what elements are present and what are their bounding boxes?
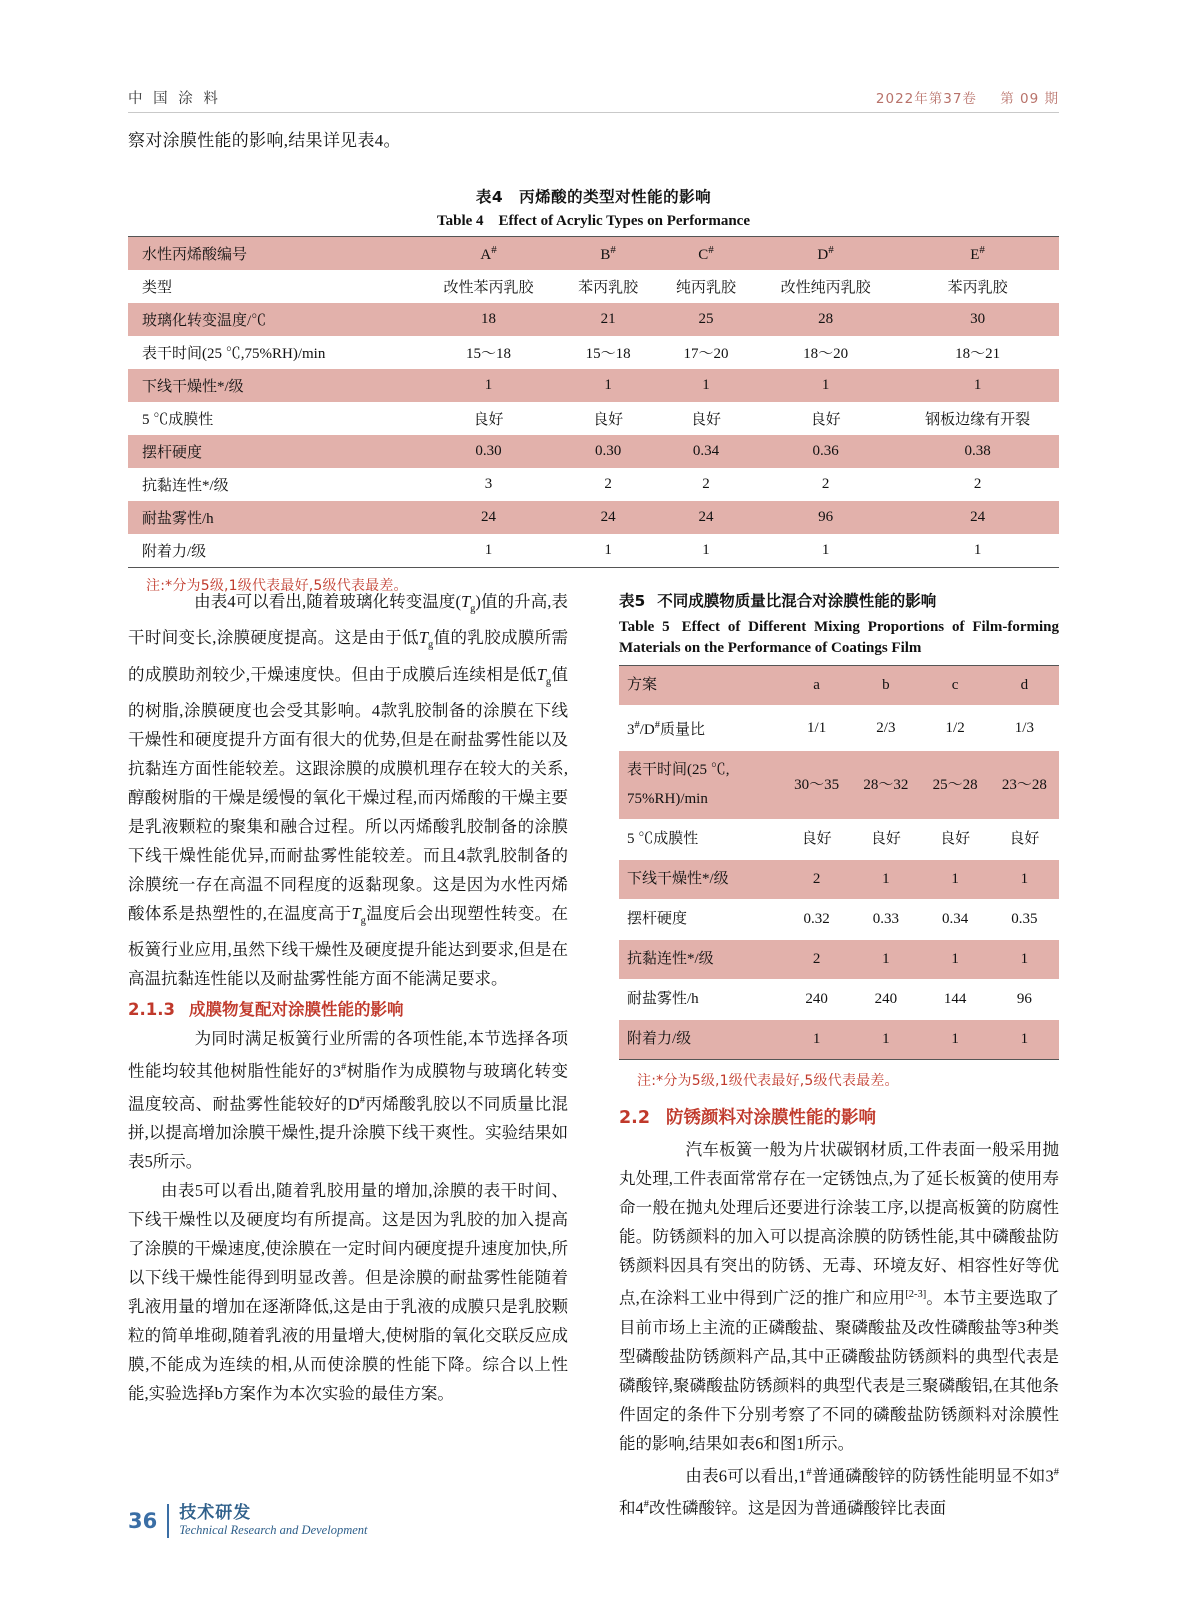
cell: 良好 — [782, 820, 851, 860]
cell: 1 — [559, 534, 657, 568]
cell: 0.34 — [657, 435, 755, 468]
table-row — [619, 706, 1059, 751]
row-label: 抗黏连性*/级 — [619, 940, 782, 980]
cell: 0.38 — [896, 435, 1059, 468]
row-label: 表干时间(25 ℃, 75%RH)/min — [619, 751, 782, 820]
row-label: 下线干燥性*/级 — [619, 860, 782, 900]
table4-title-cn: 表4 丙烯酸的类型对性能的影响 — [475, 188, 712, 206]
row-label: 耐盐雾性/h — [128, 501, 418, 534]
cell: 2 — [782, 860, 851, 900]
cell: 1 — [657, 369, 755, 402]
cell: 24 — [896, 501, 1059, 534]
cell: 良好 — [921, 820, 990, 860]
cell: 1 — [755, 369, 896, 402]
cell: 18 — [418, 303, 559, 336]
table-row — [128, 402, 1059, 435]
paragraph: 汽车板簧一般为片状碳钢材质,工件表面一般采用抛丸处理,工件表面常常存在一定锈蚀点,为了延长板簧的使用寿命一般在抛丸处理后还要进行涂装工序,以提高板簧的防腐性能。防锈颜料的加入可以提高涂膜的防锈性能,其中磷酸盐防锈颜料因具有突出的防锈、无毒、环境友好、相容性好等优点,在涂料工业中得到广泛的推广和应用[2-3]。本节主要选取了目前市场上主流的正磷酸盐、聚磷酸盐及改性磷酸盐等3种类型磷酸盐防锈颜料产品,其中正磷酸盐防锈颜料的典型代表是磷酸锌,聚磷酸盐防锈颜料的典型代表是三聚磷酸铝,在其他条件固定的条件下分别考察了不同的磷酸盐防锈颜料对涂膜性能的影响,结果如表6和图1所示。 — [619, 1140, 1060, 1453]
row-label: 5 ℃成膜性 — [128, 402, 418, 435]
cell: 2 — [896, 468, 1059, 501]
section-number: 2.2 — [619, 1108, 651, 1128]
cell: 24 — [418, 501, 559, 534]
cell: 15～18 — [559, 336, 657, 369]
table-row — [619, 940, 1059, 980]
footer-divider — [167, 1504, 169, 1538]
paragraph: 由表6可以看出,1#普通磷酸锌的防锈性能明显不如3#和4#改性磷酸锌。这是因为普通磷酸锌比表面 — [619, 1466, 1060, 1518]
cell: 1 — [418, 369, 559, 402]
table-row-header — [128, 237, 1059, 271]
table5-title-cn-text: 不同成膜物质量比混合对涂膜性能的影响 — [657, 592, 937, 610]
cell: 240 — [782, 980, 851, 1020]
table4 — [128, 236, 1059, 568]
cell: 良好 — [418, 402, 559, 435]
cell: 96 — [990, 980, 1059, 1020]
cell: 25～28 — [921, 751, 990, 820]
cell: 苯丙乳胶 — [896, 270, 1059, 303]
cell: 1/2 — [921, 706, 990, 751]
cell: 2 — [657, 468, 755, 501]
cell: 0.36 — [755, 435, 896, 468]
cell: 1 — [559, 369, 657, 402]
table-row — [128, 336, 1059, 369]
cell: 96 — [755, 501, 896, 534]
intro-text: 察对涂膜性能的影响,结果详见表4。 — [128, 131, 401, 150]
cell: 1 — [921, 1020, 990, 1060]
cell: 1 — [782, 1020, 851, 1060]
table5-label-en: Table 5 — [619, 619, 670, 635]
table4-col-4: D# — [755, 237, 896, 271]
cell: 良好 — [851, 820, 920, 860]
page-number: 36 — [128, 1509, 158, 1533]
cell: 21 — [559, 303, 657, 336]
row-label: 类型 — [128, 270, 418, 303]
table-row — [128, 435, 1059, 468]
table5-col-4: d — [990, 666, 1059, 706]
header-divider — [128, 112, 1059, 113]
table-row-header — [619, 666, 1059, 706]
cell: 3 — [418, 468, 559, 501]
section-title: 成膜物复配对涂膜性能的影响 — [188, 1000, 404, 1020]
page-footer — [128, 1504, 368, 1538]
cell: 1 — [990, 860, 1059, 900]
cell: 30～35 — [782, 751, 851, 820]
cell: 钢板边缘有开裂 — [896, 402, 1059, 435]
table4-col-5: E# — [896, 237, 1059, 271]
row-label: 摆杆硬度 — [619, 900, 782, 940]
row-label: 抗黏连性*/级 — [128, 468, 418, 501]
cell: 良好 — [755, 402, 896, 435]
volume-text: 2022年第37卷 — [875, 91, 977, 107]
footer-label — [179, 1504, 367, 1538]
cell: 2 — [559, 468, 657, 501]
cell: 18～20 — [755, 336, 896, 369]
page-header — [128, 82, 1059, 112]
cell: 良好 — [559, 402, 657, 435]
row-label: 3#/D#质量比 — [619, 706, 782, 751]
row-label: 耐盐雾性/h — [619, 980, 782, 1020]
table-row — [619, 1020, 1059, 1060]
cell: 2 — [782, 940, 851, 980]
table5-col-1: a — [782, 666, 851, 706]
footer-label-en: Technical Research and Development — [179, 1523, 368, 1537]
section-title: 防锈颜料对涂膜性能的影响 — [666, 1108, 877, 1128]
cell: 25 — [657, 303, 755, 336]
table5-col-3: c — [921, 666, 990, 706]
table5-col-0: 方案 — [619, 666, 782, 706]
row-label: 下线干燥性*/级 — [128, 369, 418, 402]
table-row — [128, 303, 1059, 336]
row-label: 附着力/级 — [619, 1020, 782, 1060]
issue-info — [876, 87, 1059, 107]
cell: 良好 — [657, 402, 755, 435]
cell: 0.30 — [418, 435, 559, 468]
table4-col-2: B# — [559, 237, 657, 271]
row-label: 玻璃化转变温度/℃ — [128, 303, 418, 336]
table4-col-3: C# — [657, 237, 755, 271]
cell: 1 — [657, 534, 755, 568]
cell: 144 — [921, 980, 990, 1020]
cell: 1/3 — [990, 706, 1059, 751]
cell: 1 — [418, 534, 559, 568]
cell: 23～28 — [990, 751, 1059, 820]
cell: 1 — [921, 940, 990, 980]
cell: 18～21 — [896, 336, 1059, 369]
table-row — [619, 980, 1059, 1020]
cell: 良好 — [990, 820, 1059, 860]
cell: 苯丙乳胶 — [559, 270, 657, 303]
right-text-column — [619, 587, 1059, 1523]
table4-block — [128, 185, 1059, 595]
table-row — [128, 270, 1059, 303]
cell: 28 — [755, 303, 896, 336]
paragraph: 由表4可以看出,随着玻璃化转变温度$(T_g)$值的升高,表干时间变长,涂膜硬度提高。这是由于低$T_g$值的乳胶成膜所需的成膜助剂较少,干燥速度快。但由于成膜后连续相是低$T_g$值的树脂,涂膜硬度也会受其影响。4款乳胶制备的涂膜在下线干燥性和硬度提升方面有很大的优势,但是在耐盐雾性能以及抗黏连方面性能较差。这跟涂膜的成膜机理存在较大的关系,醇酸树脂的干燥是缓慢的氧化干燥过程,而丙烯酸的干燥主要是乳液颗粒的聚集和融合过程。所以丙烯酸乳胶制备的涂膜下线干燥性能优异,而耐盐雾性能较差。而且4款乳胶制备的涂膜统一存在高温不同程度的返黏现象。这是因为水性丙烯酸体系是热塑性的,在温度高于$T_g$温度后会出现塑性转变。在板簧行业应用,虽然下线干燥性及硬度提升能达到要求,但是在高温抗黏连性能以及耐盐雾性能方面不能满足要求。 — [128, 592, 568, 989]
cell: 2/3 — [851, 706, 920, 751]
cell: 0.32 — [782, 900, 851, 940]
cell: 24 — [657, 501, 755, 534]
table4-col-0: 水性丙烯酸编号 — [128, 237, 418, 271]
cell: 1 — [851, 1020, 920, 1060]
cell: 1 — [921, 860, 990, 900]
table5-col-2: b — [851, 666, 920, 706]
cell: 28～32 — [851, 751, 920, 820]
issue-text: 第 09 期 — [1000, 91, 1059, 107]
table-row — [619, 820, 1059, 860]
journal-name: 中 国 涂 料 — [128, 90, 221, 107]
table-row — [128, 501, 1059, 534]
cell: 30 — [896, 303, 1059, 336]
cell: 1 — [851, 860, 920, 900]
cell: 15～18 — [418, 336, 559, 369]
left-text-column — [128, 587, 568, 1408]
table-row — [619, 860, 1059, 900]
cell: 2 — [755, 468, 896, 501]
table-row — [128, 534, 1059, 568]
row-label: 5 ℃成膜性 — [619, 820, 782, 860]
table5-label-cn: 表5 — [619, 592, 646, 610]
section-heading-213 — [128, 995, 568, 1024]
table-row — [619, 900, 1059, 940]
table5 — [619, 665, 1059, 1060]
row-label: 附着力/级 — [128, 534, 418, 568]
cell: 改性苯丙乳胶 — [418, 270, 559, 303]
section-number: 2.1.3 — [128, 1000, 175, 1020]
cell: 1 — [990, 1020, 1059, 1060]
table-row — [128, 369, 1059, 402]
table5-title-en — [619, 617, 1059, 659]
cell: 0.30 — [559, 435, 657, 468]
cell: 0.33 — [851, 900, 920, 940]
table-row — [619, 751, 1059, 820]
cell: 1/1 — [782, 706, 851, 751]
table5-note: 注:*分为5级,1级代表最好,5级代表最差。 — [637, 1073, 899, 1089]
cell: 0.35 — [990, 900, 1059, 940]
paragraph: 为同时满足板簧行业所需的各项性能,本节选择各项性能均较其他树脂性能好的3#树脂作为成膜物与玻璃化转变温度较高、耐盐雾性能较好的D#丙烯酸乳胶以不同质量比混拼,以提高增加涂膜干燥性,提升涂膜下线干爽性。实验结果如表5所示。 — [128, 1029, 569, 1172]
footer-label-cn: 技术研发 — [179, 1503, 252, 1523]
cell: 17～20 — [657, 336, 755, 369]
row-label: 摆杆硬度 — [128, 435, 418, 468]
table4-title-en: Table 4 Effect of Acrylic Types on Performance — [437, 213, 750, 229]
paragraph: 由表5可以看出,随着乳胶用量的增加,涂膜的表干时间、下线干燥性以及硬度均有所提高。这是因为乳胶的加入提高了涂膜的干燥速度,使涂膜在一定时间内硬度提升速度加快,所以下线干燥性能得到明显改善。但是涂膜的耐盐雾性能随着乳液用量的增加在逐渐降低,这是由于乳液的成膜只是乳胶颗粒的简单堆砌,随着乳液的用量增大,使树脂的氧化交联反应成膜,不能成为连续的相,从而使涂膜的性能下降。综合以上性能,实验选择b方案作为本次实验的最佳方案。 — [128, 1181, 568, 1404]
cell: 240 — [851, 980, 920, 1020]
section-heading-22 — [619, 1104, 1059, 1133]
cell: 1 — [896, 534, 1059, 568]
row-label: 表干时间(25 ℃,75%RH)/min — [128, 336, 418, 369]
table5-title-en-text: Effect of Different Mixing Proportions of Film-forming Materials on the Performance of Coatings Film — [619, 619, 1059, 656]
cell: 改性纯丙乳胶 — [755, 270, 896, 303]
cell: 1 — [990, 940, 1059, 980]
cell: 纯丙乳胶 — [657, 270, 755, 303]
cell: 1 — [896, 369, 1059, 402]
cell: 1 — [851, 940, 920, 980]
table5-title-cn — [619, 587, 1059, 616]
table4-col-1: A# — [418, 237, 559, 271]
table4-note: 注:*分为5级,1级代表最好,5级代表最差。 — [146, 578, 408, 594]
cell: 1 — [755, 534, 896, 568]
cell: 24 — [559, 501, 657, 534]
cell: 0.34 — [921, 900, 990, 940]
table-row — [128, 468, 1059, 501]
